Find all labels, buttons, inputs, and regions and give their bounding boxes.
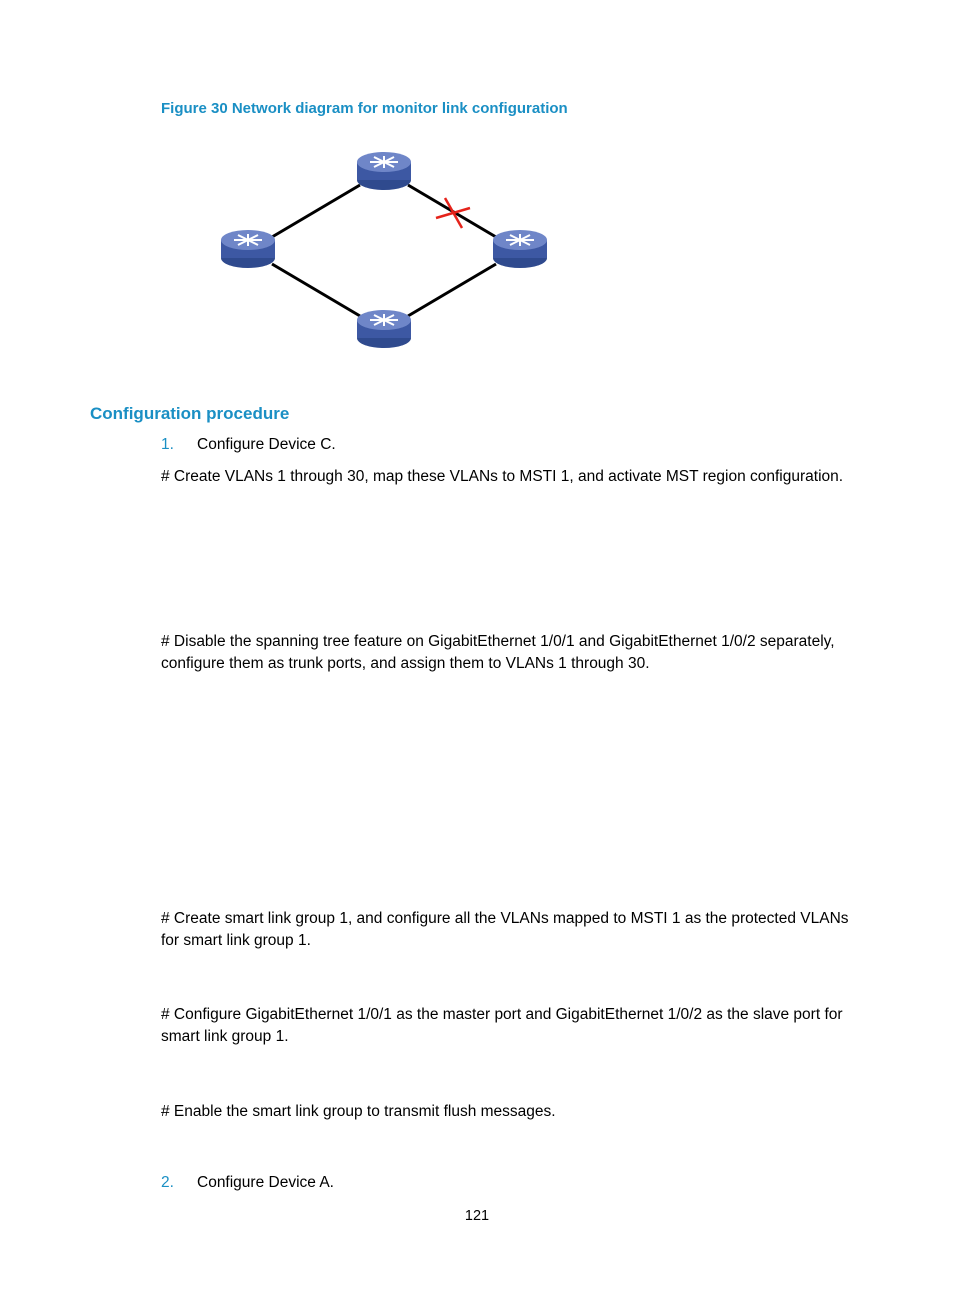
network-diagram xyxy=(210,140,570,360)
paragraph-create-smart-link: # Create smart link group 1, and configure all the VLANs mapped to MSTI 1 as the protected VLANs for smart link group 1. xyxy=(161,910,849,949)
link-left-bottom xyxy=(272,264,360,316)
switch-icon xyxy=(357,152,411,190)
step-text: Configure Device A. xyxy=(197,1174,334,1191)
step-2 xyxy=(161,1174,334,1192)
figure-caption: Figure 30 Network diagram for monitor link configuration xyxy=(161,100,568,117)
paragraph-configure-ports: # Configure GigabitEthernet 1/0/1 as the master port and GigabitEthernet 1/0/2 as the slave port for smart link group 1. xyxy=(161,1006,843,1045)
link-left-top xyxy=(272,185,360,237)
page-number: 121 xyxy=(464,1208,490,1224)
link-bottom-right xyxy=(408,264,496,316)
switch-icon xyxy=(493,230,547,268)
switch-icon xyxy=(357,310,411,348)
paragraph-disable-stp: # Disable the spanning tree feature on GigabitEthernet 1/0/1 and GigabitEthernet 1/0/2 separately, configure them as trunk ports, and assign them to VLANs 1 through 30. xyxy=(161,633,835,672)
cross-icon xyxy=(436,198,470,228)
section-heading: Configuration procedure xyxy=(90,404,290,423)
paragraph-enable-flush: # Enable the smart link group to transmit flush messages. xyxy=(161,1103,556,1120)
paragraph-create-vlans: # Create VLANs 1 through 30, map these VLANs to MSTI 1, and activate MST region configuration. xyxy=(161,468,844,485)
step-number: 2. xyxy=(161,1174,174,1191)
switch-icon xyxy=(221,230,275,268)
step-number: 1. xyxy=(161,436,174,453)
step-1 xyxy=(161,436,336,454)
step-text: Configure Device C. xyxy=(197,436,336,453)
